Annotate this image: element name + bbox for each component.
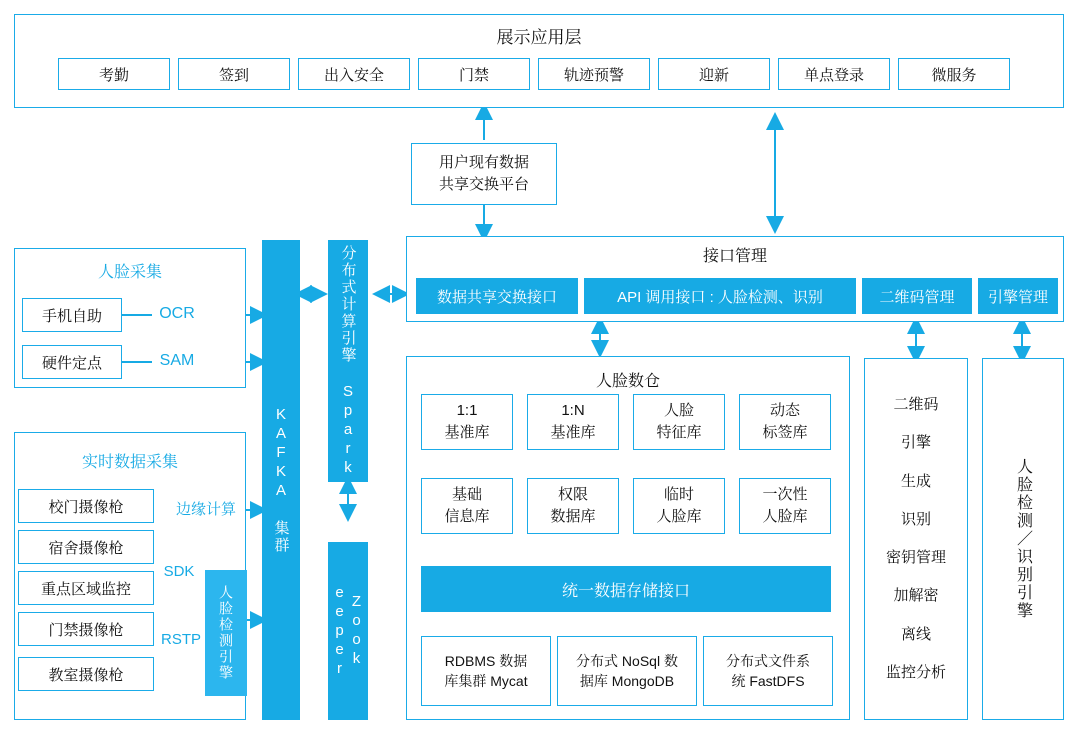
storage-2-line1: 分布式文件系 <box>726 652 810 669</box>
camera-item-2[interactable]: 重点区域监控 <box>18 571 154 605</box>
store-7-line2: 人脸库 <box>762 508 808 525</box>
app-item-5[interactable]: 迎新 <box>658 58 770 90</box>
qr-engine-panel[interactable] <box>864 358 968 720</box>
camera-item-4[interactable]: 教室摄像枪 <box>18 657 154 691</box>
store-3-line2: 标签库 <box>762 424 808 441</box>
store-box-1[interactable] <box>527 394 619 450</box>
face-capture-line-0 <box>122 314 152 316</box>
storage-box-1[interactable] <box>557 636 697 706</box>
face-capture-method-1: SAM <box>159 352 195 369</box>
link-label-1: SDK <box>163 562 195 580</box>
store-box-2[interactable] <box>633 394 725 450</box>
store-3-line1: 动态 <box>769 402 800 420</box>
face-capture-method-0: OCR <box>159 305 195 322</box>
store-6-line2: 人脸库 <box>656 508 702 525</box>
interface-item-2[interactable]: 二维码管理 <box>862 278 972 314</box>
app-item-2[interactable]: 出入安全 <box>298 58 410 90</box>
qr-engine-line-0: 二维码 <box>893 396 939 413</box>
store-5-line1: 权限 <box>557 486 588 504</box>
face-capture-source-1[interactable]: 硬件定点 <box>22 345 122 379</box>
camera-item-1[interactable]: 宿舍摄像枪 <box>18 530 154 564</box>
interface-item-3[interactable]: 引擎管理 <box>978 278 1058 314</box>
link-label-0: 边缘计算 <box>175 500 236 518</box>
store-box-5[interactable] <box>527 478 619 534</box>
qr-engine-line-1: 引擎 <box>900 434 931 452</box>
store-1-line2: 基准库 <box>550 424 596 441</box>
face-capture-title: 人脸采集 <box>97 263 162 281</box>
interface-item-0[interactable]: 数据共享交换接口 <box>416 278 578 314</box>
store-1-line1: 1:N <box>561 402 585 420</box>
exchange-platform-line2: 共享交换平台 <box>438 176 529 193</box>
storage-2-line2: 统 FastDFS <box>731 673 805 689</box>
app-item-3[interactable]: 门禁 <box>418 58 530 90</box>
app-item-6[interactable]: 单点登录 <box>778 58 890 90</box>
qr-engine-line-4: 密钥管理 <box>885 549 946 566</box>
app-item-1[interactable]: 签到 <box>178 58 290 90</box>
face-detect-engine-box[interactable]: 人脸检测引擎 <box>205 570 247 696</box>
store-2-line1: 人脸 <box>663 402 694 420</box>
zookeeper-box[interactable]: Zook eeper <box>328 542 368 720</box>
qr-engine-line-2: 生成 <box>900 472 931 490</box>
face-capture-line-1 <box>122 361 152 363</box>
unified-storage-interface[interactable]: 统一数据存储接口 <box>421 566 831 612</box>
exchange-platform-box[interactable] <box>411 143 557 205</box>
store-0-line1: 1:1 <box>456 402 478 420</box>
exchange-platform-line1: 用户现有数据 <box>438 154 529 172</box>
face-recognition-engine-panel[interactable]: 人脸检测／识别引擎 <box>982 358 1064 720</box>
qr-engine-line-3: 识别 <box>900 510 931 528</box>
store-5-line2: 数据库 <box>550 508 596 525</box>
qr-engine-line-5: 加解密 <box>893 587 939 605</box>
camera-item-3[interactable]: 门禁摄像枪 <box>18 612 154 646</box>
storage-1-line1: 分布式 NoSql 数 <box>576 652 678 669</box>
qr-engine-line-7: 监控分析 <box>885 663 946 681</box>
interface-item-1[interactable]: API 调用接口 : 人脸检测、识别 <box>584 278 856 314</box>
store-box-7[interactable] <box>739 478 831 534</box>
storage-1-line2: 据库 MongoDB <box>579 673 675 689</box>
realtime-capture-title: 实时数据采集 <box>81 453 178 471</box>
store-4-line1: 基础 <box>451 486 482 504</box>
presentation-layer-title: 展示应用层 <box>496 27 582 47</box>
camera-item-0[interactable]: 校门摄像枪 <box>18 489 154 523</box>
store-0-line2: 基准库 <box>444 424 490 441</box>
store-box-0[interactable] <box>421 394 513 450</box>
spark-engine-box[interactable]: 分布式计算引擎 Spark <box>328 240 368 482</box>
store-7-line1: 一次性 <box>762 486 808 504</box>
store-4-line2: 信息库 <box>444 508 490 525</box>
storage-box-2[interactable] <box>703 636 833 706</box>
store-box-6[interactable] <box>633 478 725 534</box>
app-item-4[interactable]: 轨迹预警 <box>538 58 650 90</box>
kafka-cluster-box[interactable]: KAFKA 集群 <box>262 240 300 720</box>
store-6-line1: 临时 <box>663 486 694 504</box>
store-box-4[interactable] <box>421 478 513 534</box>
storage-0-line1: RDBMS 数据 <box>444 652 528 669</box>
storage-0-line2: 库集群 Mycat <box>444 673 528 689</box>
interface-management-title: 接口管理 <box>702 247 767 265</box>
app-item-0[interactable]: 考勤 <box>58 58 170 90</box>
store-box-3[interactable] <box>739 394 831 450</box>
face-capture-source-0[interactable]: 手机自助 <box>22 298 122 332</box>
store-2-line2: 特征库 <box>656 424 702 441</box>
face-warehouse-title: 人脸数仓 <box>595 372 660 390</box>
app-item-7[interactable]: 微服务 <box>898 58 1010 90</box>
storage-box-0[interactable] <box>421 636 551 706</box>
link-label-2: RSTP <box>160 630 201 648</box>
qr-engine-line-6: 离线 <box>900 625 931 643</box>
